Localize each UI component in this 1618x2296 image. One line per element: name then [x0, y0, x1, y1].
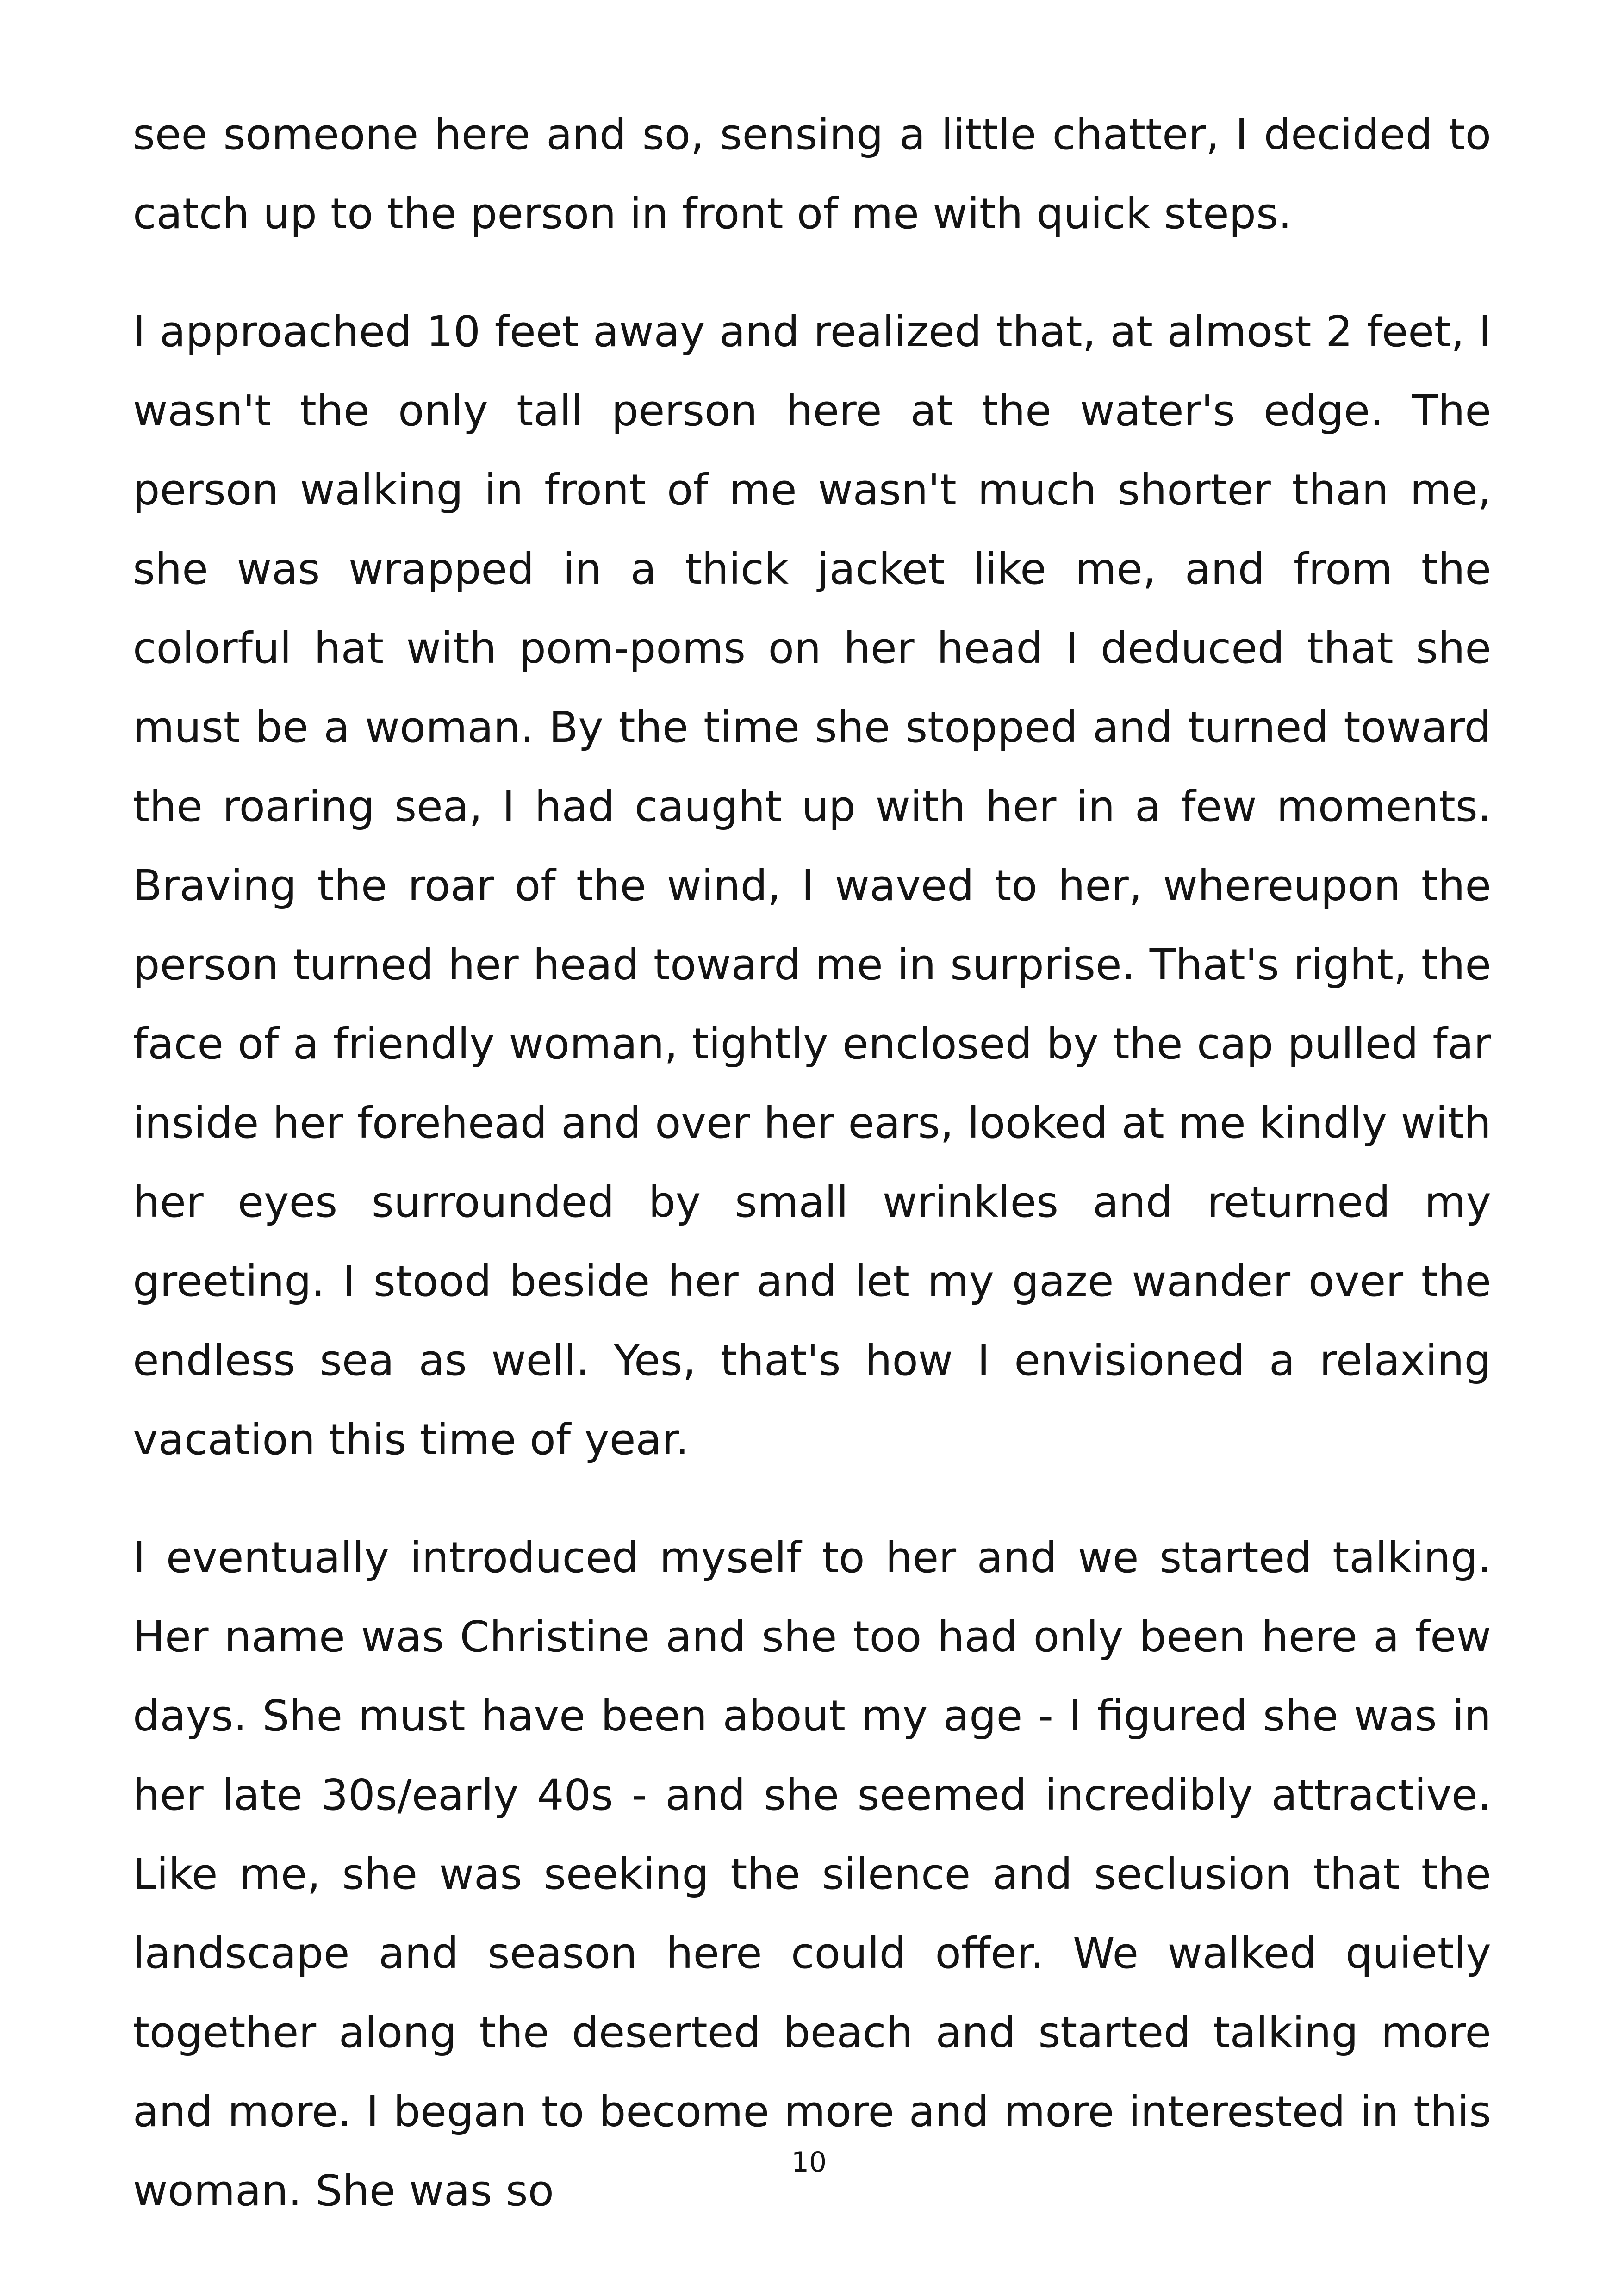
page-number: 10: [791, 2146, 827, 2178]
paragraph-3: I eventually introduced myself to her and we started talking. Her name was Christine and she too had only been here a few days. She must have been about my age - I figured she was in her late 30s/early 40s - and she seemed incredibly attractive. Like me, she was seeking the silence and seclusion that the landscape and season here could offer. We walked quietly together along the deserted beach and started talking more and more. I began to become more and more interested in this woman. She was so: [133, 1533, 1491, 2215]
body-text: [133, 95, 1491, 2230]
paragraph-2: I approached 10 feet away and realized that, at almost 2 feet, I wasn't the only tall person here at the water's edge. The person walking in front of me wasn't much shorter than me, she was wrapped in a thick jacket like me, and from the colorful hat with pom-poms on her head I deduced that she must be a woman. By the time she stopped and turned toward the roaring sea, I had caught up with her in a few moments. Braving the roar of the wind, I waved to her, whereupon the person turned her head toward me in surprise. That's right, the face of a friendly woman, tightly enclosed by the cap pulled far inside her forehead and over her ears, looked at me kindly with her eyes surrounded by small wrinkles and returned my greeting. I stood beside her and let my gaze wander over the endless sea as well. Yes, that's how I envisioned a relaxing vacation this time of year.: [133, 307, 1491, 1464]
paragraph-1: see someone here and so, sensing a little chatter, I decided to catch up to the person in front of me with quick steps.: [133, 110, 1491, 238]
